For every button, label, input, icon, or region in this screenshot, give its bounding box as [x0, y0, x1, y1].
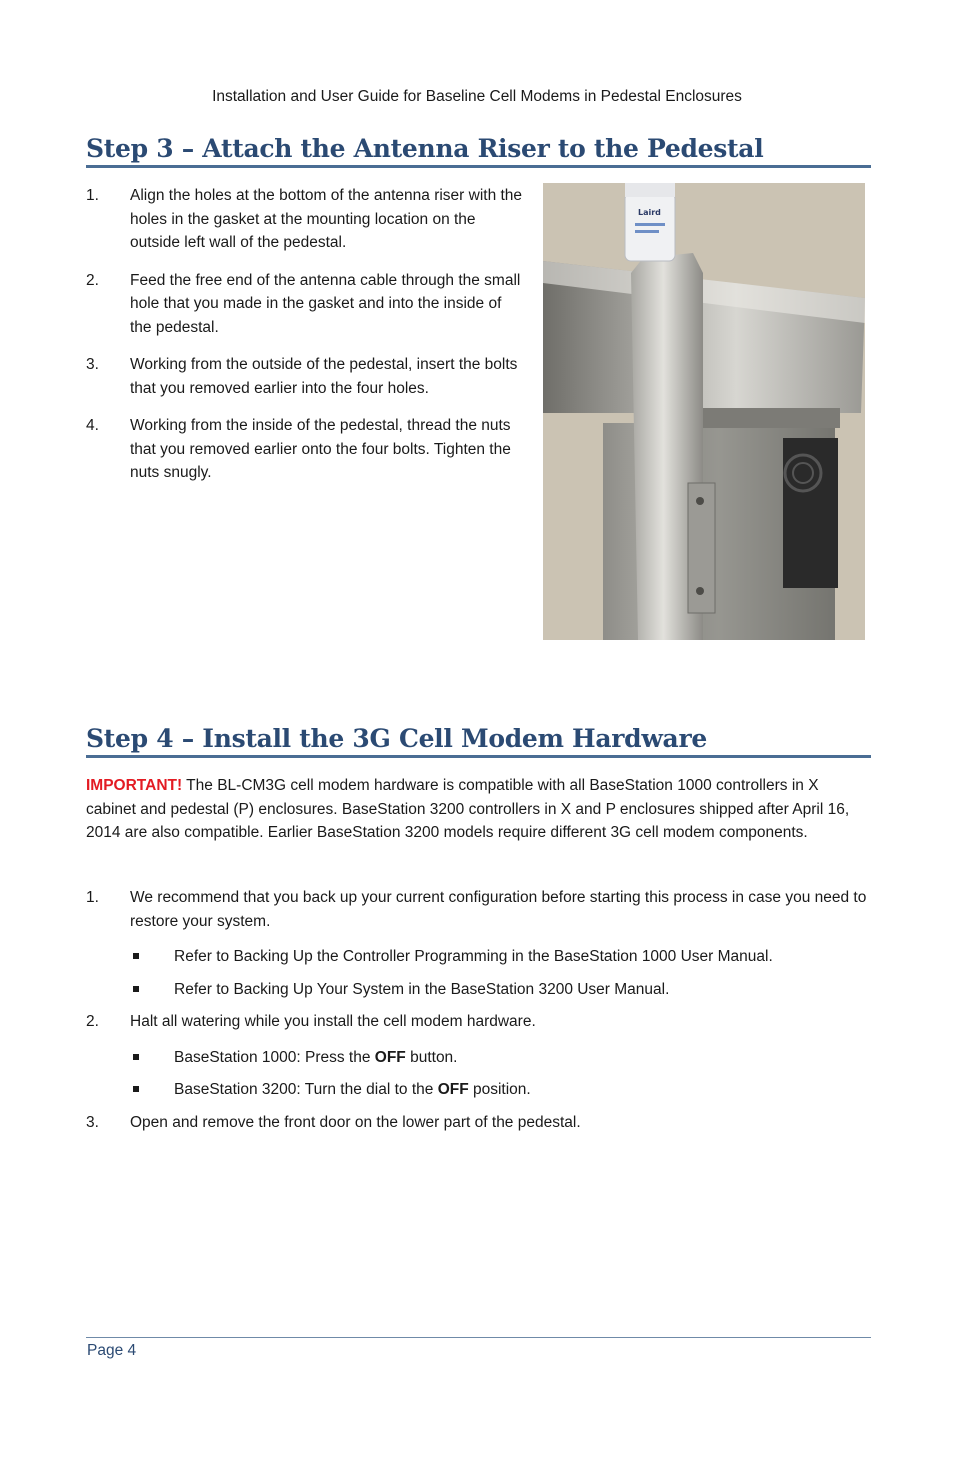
important-text: The BL-CM3G cell modem hardware is compatible with all BaseStation 1000 controllers in X cabinet and pedestal (P) enclosures. BaseStation 3200 controllers in X and P enclosures shipped after April 16, 2014 are also compatible. Earlier BaseStation 3200 models require different 3G cell modem components. [86, 777, 850, 841]
pedestal-illustration [543, 183, 865, 640]
item-number: 1. [86, 889, 99, 906]
item-text: Working from the outside of the pedestal, insert the bolts that you removed earlier into the four holes. [130, 356, 518, 397]
off-keyword: OFF [374, 1048, 406, 1066]
step4-heading: Step 4 – Install the 3G Cell Modem Hardware [86, 724, 871, 758]
square-bullet-icon [133, 953, 139, 959]
sub-item-text: Refer to Backing Up Your System in the BaseStation 3200 User Manual. [174, 980, 670, 998]
running-header: Installation and User Guide for Baseline Cell Modems in Pedestal Enclosures [212, 88, 742, 105]
sub-item-text: button. [405, 1048, 458, 1066]
sub-list-item [130, 945, 871, 969]
list-item [86, 1010, 871, 1102]
list-item [86, 184, 526, 255]
list-item [86, 886, 871, 1001]
footer-rule [86, 1337, 871, 1338]
off-keyword: OFF [437, 1081, 469, 1098]
item-text: Halt all watering while you install the cell modem hardware. [130, 1013, 536, 1030]
square-bullet-icon [133, 986, 139, 992]
important-note [86, 774, 871, 845]
sub-item-text: BaseStation 1000: Press the [174, 1048, 375, 1066]
item-number: 3. [86, 356, 99, 373]
step4-list [86, 886, 871, 1143]
step3-heading: Step 3 – Attach the Antenna Riser to the Pedestal [86, 134, 871, 168]
sub-list-item [130, 978, 871, 1002]
item-number: 2. [86, 1013, 99, 1030]
item-text: We recommend that you back up your current configuration before starting this process in case you need to restore your system. [130, 889, 867, 930]
step3-list [86, 184, 526, 499]
list-item [86, 353, 526, 400]
sub-item-text: position. [468, 1081, 531, 1098]
antenna-label: Laird [638, 208, 661, 217]
item-text: Align the holes at the bottom of the antenna riser with the holes in the gasket at the mounting location on the outside left wall of the pedestal. [130, 187, 523, 251]
antenna-riser-photo [543, 183, 865, 640]
page-number: Page 4 [87, 1342, 137, 1359]
list-item [86, 1111, 871, 1135]
list-item [86, 269, 526, 340]
sub-list [130, 945, 871, 1001]
sub-list-item [130, 1078, 871, 1102]
sub-list-item [130, 1046, 871, 1070]
sub-item-text: Refer to Backing Up the Controller Programming in the BaseStation 1000 User Manual. [174, 948, 773, 965]
sub-item-text: BaseStation 3200: Turn the dial to the [174, 1081, 438, 1098]
item-text: Open and remove the front door on the lower part of the pedestal. [130, 1113, 581, 1131]
item-number: 3. [86, 1113, 99, 1131]
item-text: Working from the inside of the pedestal, thread the nuts that you removed earlier onto the four bolts. Tighten the nuts snugly. [130, 417, 511, 481]
item-number: 1. [86, 187, 99, 204]
sub-list [130, 1046, 871, 1102]
square-bullet-icon [133, 1086, 139, 1092]
item-number: 4. [86, 417, 99, 434]
item-number: 2. [86, 271, 99, 289]
list-item [86, 414, 526, 485]
square-bullet-icon [133, 1054, 139, 1060]
item-text: Feed the free end of the antenna cable through the small hole that you made in the gasket and into the inside of the pedestal. [130, 271, 521, 336]
important-label: IMPORTANT! [86, 777, 183, 794]
